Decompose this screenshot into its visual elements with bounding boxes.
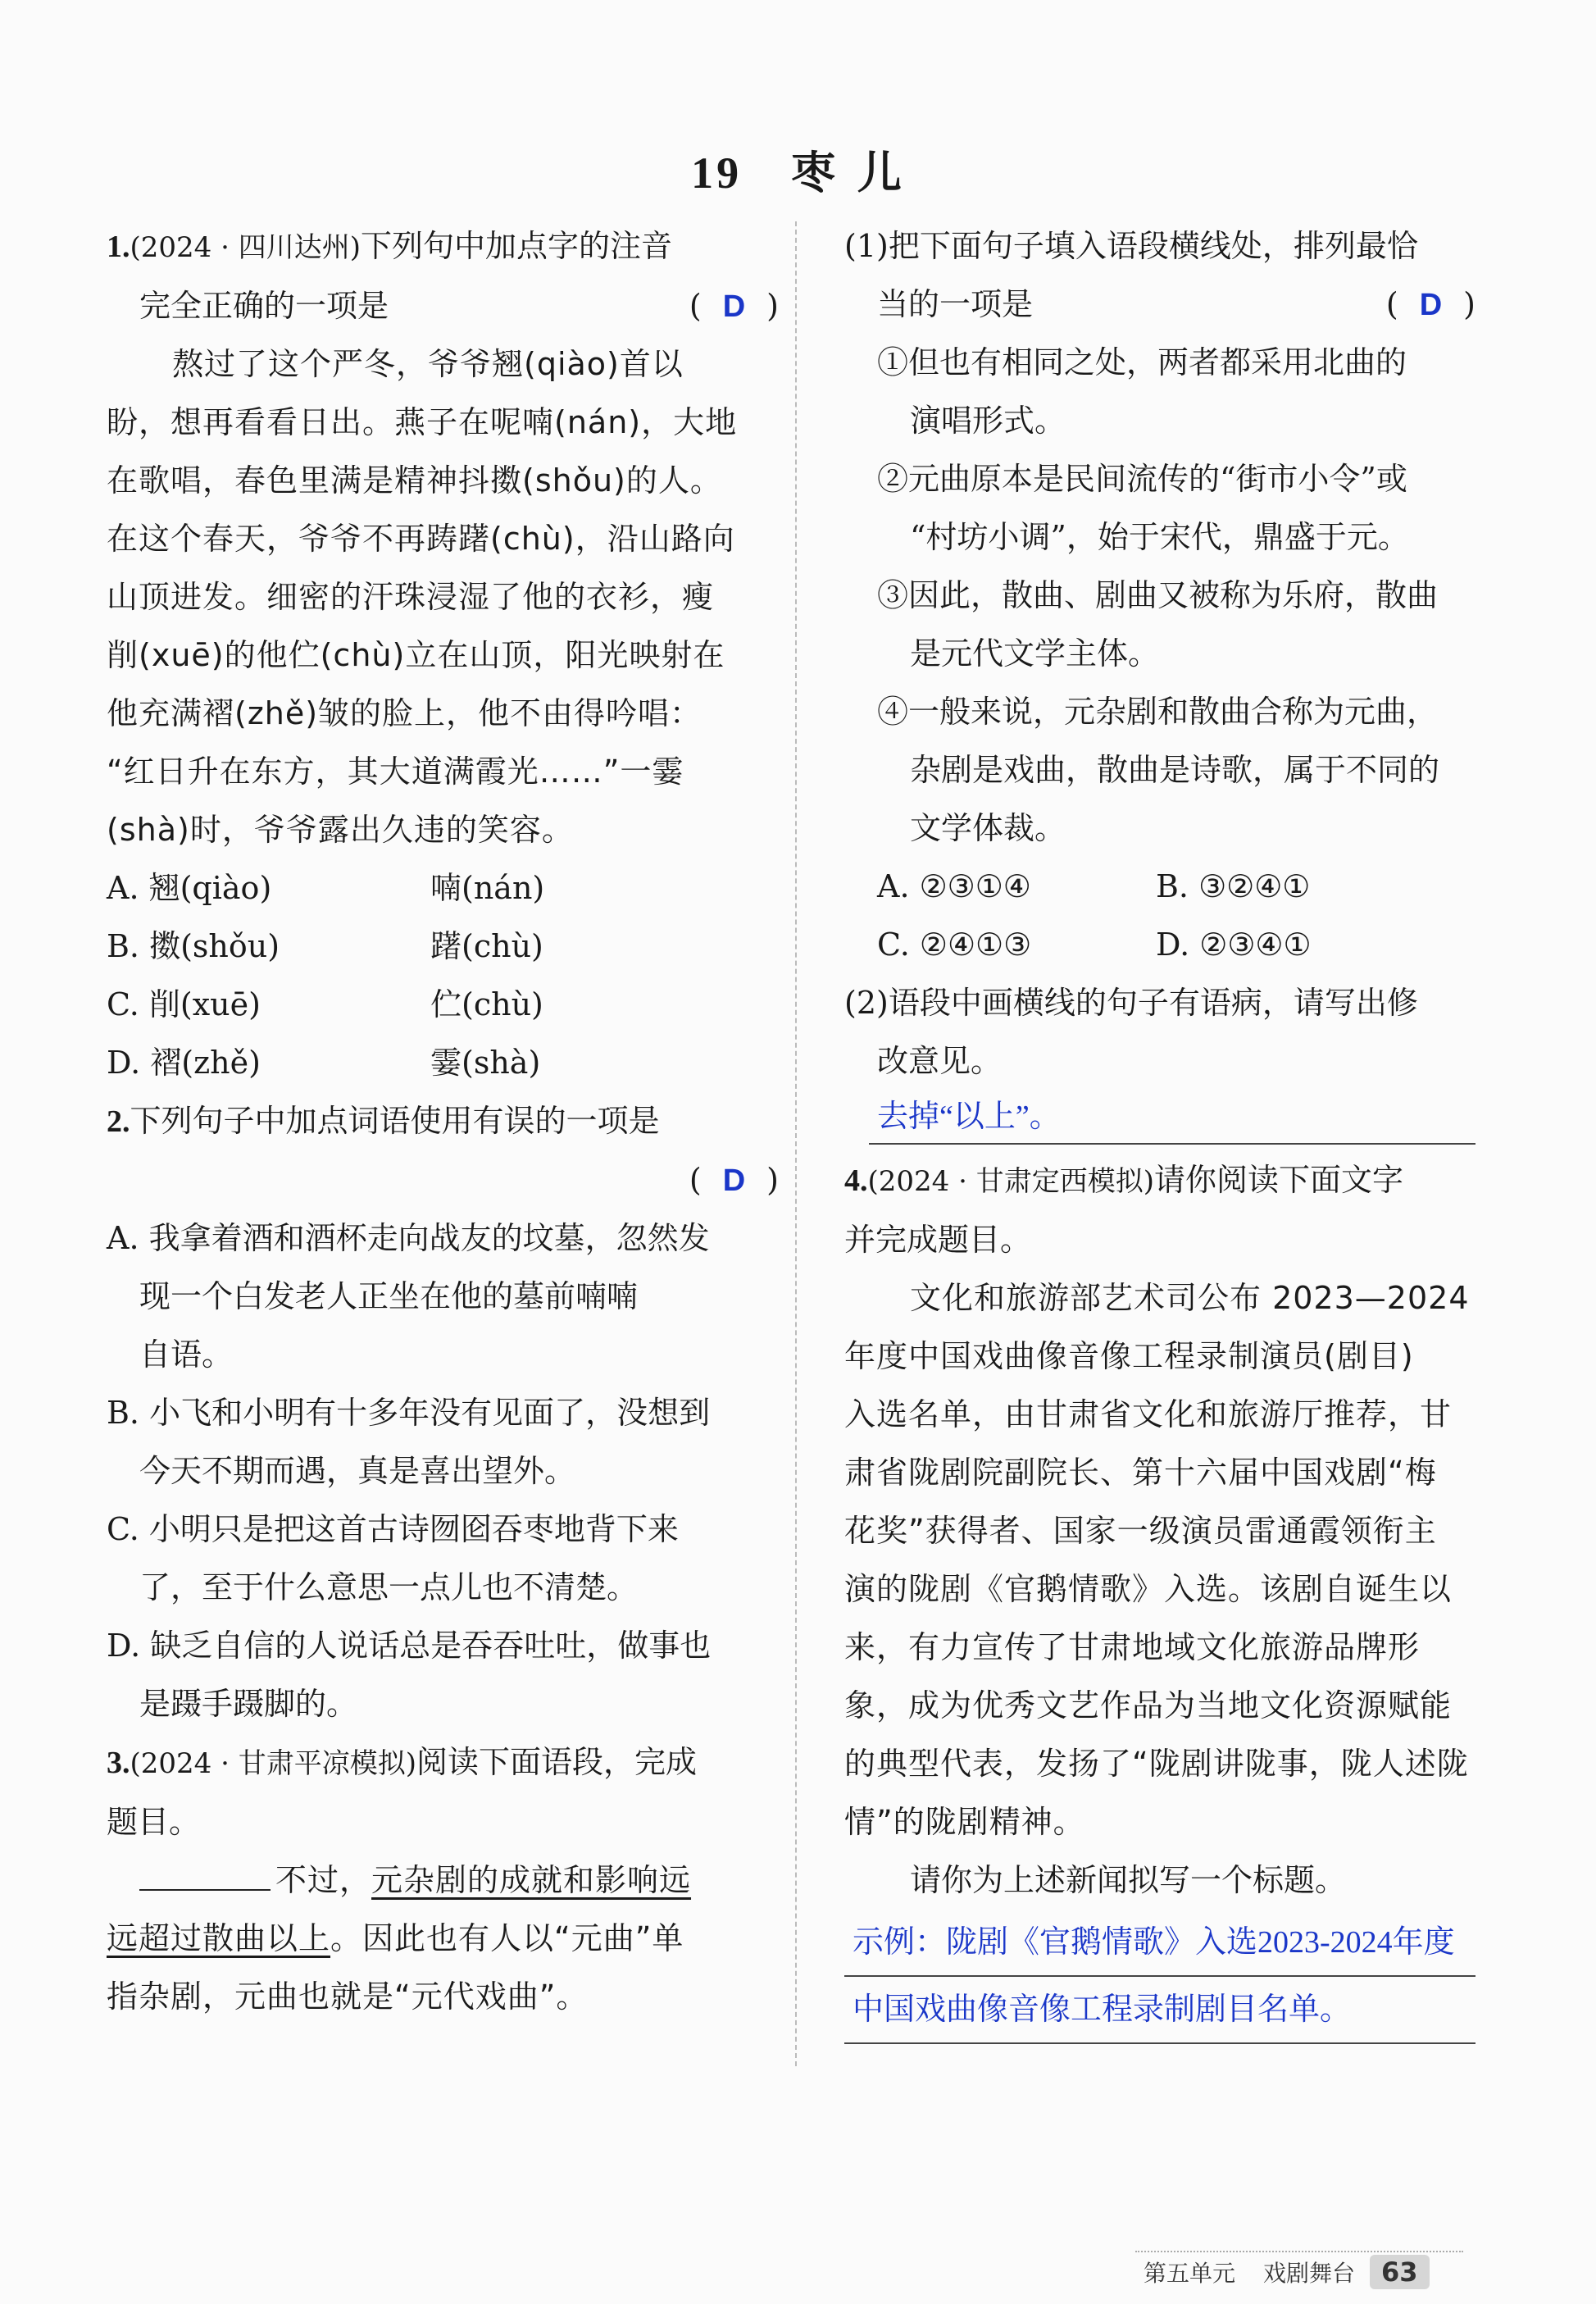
- option-row: [107, 918, 779, 976]
- answer-line[interactable]: 示例：陇剧《官鹅情歌》入选2023-2024年度: [844, 1910, 1476, 1977]
- sentence-item: ①但也有相同之处，两者都采用北曲的: [877, 344, 1407, 380]
- footer-theme: 戏剧舞台: [1263, 2260, 1356, 2287]
- option-row: [107, 859, 779, 918]
- passage-line: 盼，想再看看日出。燕子在呢喃(nán)，大地: [107, 404, 738, 440]
- passage-line: (shà)时，爷爷露出久违的笑容。: [107, 812, 574, 848]
- option-row: [107, 976, 779, 1034]
- sentence-item: 文学体裁。: [910, 810, 1066, 846]
- option-row: [844, 916, 1476, 974]
- lesson-title: 枣 儿: [791, 146, 905, 198]
- passage-line: 演的陇剧《官鹅情歌》入选。该剧自诞生以: [844, 1571, 1453, 1607]
- sentence-item: ④一般来说，元杂剧和散曲合称为元曲，: [877, 694, 1439, 730]
- sub-question-stem: (1)把下面句子填入语段横线处，排列最恰: [844, 228, 1418, 264]
- passage-line: 削(xuē)的他伫(chù)立在山顶，阳光映射在: [107, 637, 725, 673]
- passage-line: 他充满褶(zhě)皱的脸上，他不由得吟唱：: [107, 695, 703, 731]
- passage-line: 山顶进发。细密的汗珠浸湿了他的衣衫，瘦: [107, 579, 715, 615]
- task-text: 请你为上述新闻拟写一个标题。: [910, 1862, 1347, 1898]
- passage-line: 肃省陇剧院副院长、第十六届中国戏剧“梅: [844, 1455, 1437, 1491]
- question-3-sub1: [844, 217, 1476, 974]
- answer-value: D: [1419, 288, 1443, 322]
- question-stem: 请你阅读下面文字: [1153, 1162, 1403, 1198]
- question-stem: 完全正确的一项是: [139, 288, 389, 324]
- option: B. 擞(shǒu): [107, 928, 280, 964]
- option: A. ②③①④: [877, 868, 1031, 904]
- passage-line: 情”的陇剧精神。: [844, 1804, 1085, 1840]
- option: 伫(chù): [430, 986, 543, 1022]
- page-title: [0, 138, 1596, 201]
- option-row: [844, 858, 1476, 916]
- question-number: 1.: [107, 230, 130, 264]
- question-4: [844, 1151, 1476, 2044]
- passage-line: “红日升在东方，其大道满霞光……”一霎: [107, 754, 684, 790]
- question-stem: 下列句中加点字的注音: [360, 228, 672, 264]
- passage-line: 来，有力宣传了甘肃地域文化旅游品牌形: [844, 1629, 1421, 1665]
- footer-rule: [1135, 2251, 1463, 2252]
- question-number: 3.: [107, 1746, 130, 1780]
- answer-bracket: ( D ): [689, 288, 779, 324]
- question-number: 4.: [844, 1163, 868, 1198]
- question-source: (2024 · 甘肃平凉模拟): [130, 1747, 416, 1780]
- lesson-number: 19: [691, 148, 743, 198]
- sub-question-stem: (2)语段中画横线的句子有语病，请写出修: [844, 985, 1418, 1021]
- left-column: [107, 217, 779, 2026]
- option: 今天不期而遇，真是喜出望外。: [139, 1453, 576, 1489]
- sentence-item: 杂剧是戏曲，散曲是诗歌，属于不同的: [910, 752, 1440, 788]
- fill-blank[interactable]: [139, 1863, 271, 1891]
- passage-line: 花奖”获得者、国家一级演员雷通霞领衔主: [844, 1513, 1437, 1549]
- sub-question-stem: 改意见。: [877, 1043, 1003, 1079]
- answer-line[interactable]: 去掉“以上”。: [869, 1091, 1476, 1145]
- passage-line: 在歌唱，春色里满是精神抖擞(shǒu)的人。: [107, 462, 722, 499]
- option: C. ②④①③: [877, 927, 1032, 963]
- question-stem: 阅读下面语段，完成: [416, 1744, 697, 1780]
- question-source: (2024 · 甘肃定西模拟): [867, 1165, 1154, 1198]
- question-stem: 并完成题目。: [844, 1222, 1032, 1258]
- sentence-item: 是元代文学主体。: [910, 635, 1160, 672]
- question-number: 2.: [107, 1104, 130, 1139]
- right-column: [844, 217, 1476, 2044]
- passage-line: 入选名单，由甘肃省文化和旅游厅推荐，甘: [844, 1396, 1453, 1432]
- passage-line: 象，成为优秀文艺作品为当地文化资源赋能: [844, 1687, 1453, 1723]
- passage: [844, 1269, 1476, 1851]
- question-1: [107, 217, 779, 1092]
- passage-line: 熬过了这个严冬，爷爷翘(qiào)首以: [172, 346, 684, 382]
- passage-line: 远超过散曲以上。因此也有人以“元曲”单: [107, 1920, 684, 1956]
- answer-line[interactable]: 中国戏曲像音像工程录制剧目名单。: [844, 1977, 1476, 2044]
- question-2: [107, 1092, 779, 1733]
- option: 了，至于什么意思一点儿也不清楚。: [139, 1569, 639, 1605]
- passage-line: 年度中国戏曲像音像工程录制演员(剧目): [844, 1338, 1414, 1374]
- option: 自语。: [139, 1336, 234, 1373]
- sentence-item: ②元曲原本是民间流传的“街市小令”或: [877, 461, 1407, 497]
- option: B. 小飞和小明有十多年没有见面了，没想到: [107, 1395, 711, 1431]
- option: D. ②③④①: [1156, 927, 1312, 963]
- sentence-item: 演唱形式。: [910, 403, 1066, 439]
- option: A. 翘(qiào): [107, 870, 272, 906]
- option: C. 小明只是把这首古诗囫囵吞枣地背下来: [107, 1511, 679, 1547]
- option: B. ③②④①: [1156, 868, 1311, 904]
- sentence-item: “村坊小调”，始于宋代，鼎盛于元。: [910, 519, 1409, 555]
- footer-unit: 第五单元: [1144, 2260, 1236, 2287]
- option: C. 削(xuē): [107, 986, 261, 1022]
- question-3-sub2: [844, 974, 1476, 1145]
- option: 霎(shà): [430, 1045, 541, 1081]
- option: D. 缺乏自信的人说话总是吞吞吐吐，做事也: [107, 1628, 712, 1664]
- question-stem: 题目。: [107, 1804, 201, 1840]
- option: 现一个白发老人正坐在他的墓前喃喃: [139, 1278, 639, 1314]
- answer-bracket: ( D ): [1385, 286, 1476, 322]
- option: A. 我拿着酒和酒杯走向战友的坟墓，忽然发: [107, 1220, 710, 1256]
- passage-line: 在这个春天，爷爷不再踌躇(chù)，沿山路向: [107, 521, 735, 557]
- option: 躇(chù): [430, 928, 543, 964]
- option: D. 褶(zhě): [107, 1045, 261, 1081]
- passage-line: 的典型代表，发扬了“陇剧讲陇事，陇人述陇: [844, 1746, 1469, 1782]
- question-3: [107, 1733, 779, 2026]
- sentence-item: ③因此，散曲、剧曲又被称为乐府，散曲: [877, 577, 1439, 613]
- answer-bracket: ( D ): [689, 1162, 779, 1198]
- column-divider: [795, 221, 797, 2066]
- page-footer: [1144, 2255, 1430, 2289]
- passage: [107, 335, 779, 859]
- sub-question-stem: 当的一项是: [877, 286, 1034, 322]
- page-number: 63: [1370, 2255, 1430, 2289]
- passage-line: 指杂剧，元曲也就是“元代戏曲”。: [107, 1978, 589, 2015]
- answer-value: D: [722, 289, 746, 324]
- option-row: [107, 1034, 779, 1092]
- passage-line: 不过，元杂剧的成就和影响远: [107, 1851, 779, 1910]
- option: 喃(nán): [430, 870, 545, 906]
- answer-value: D: [722, 1163, 746, 1198]
- question-source: (2024 · 四川达州): [130, 231, 361, 264]
- passage-line: 文化和旅游部艺术司公布 2023—2024: [910, 1280, 1470, 1316]
- option: 是蹑手蹑脚的。: [139, 1686, 358, 1722]
- question-stem: 下列句子中加点词语使用有误的一项是: [130, 1103, 660, 1139]
